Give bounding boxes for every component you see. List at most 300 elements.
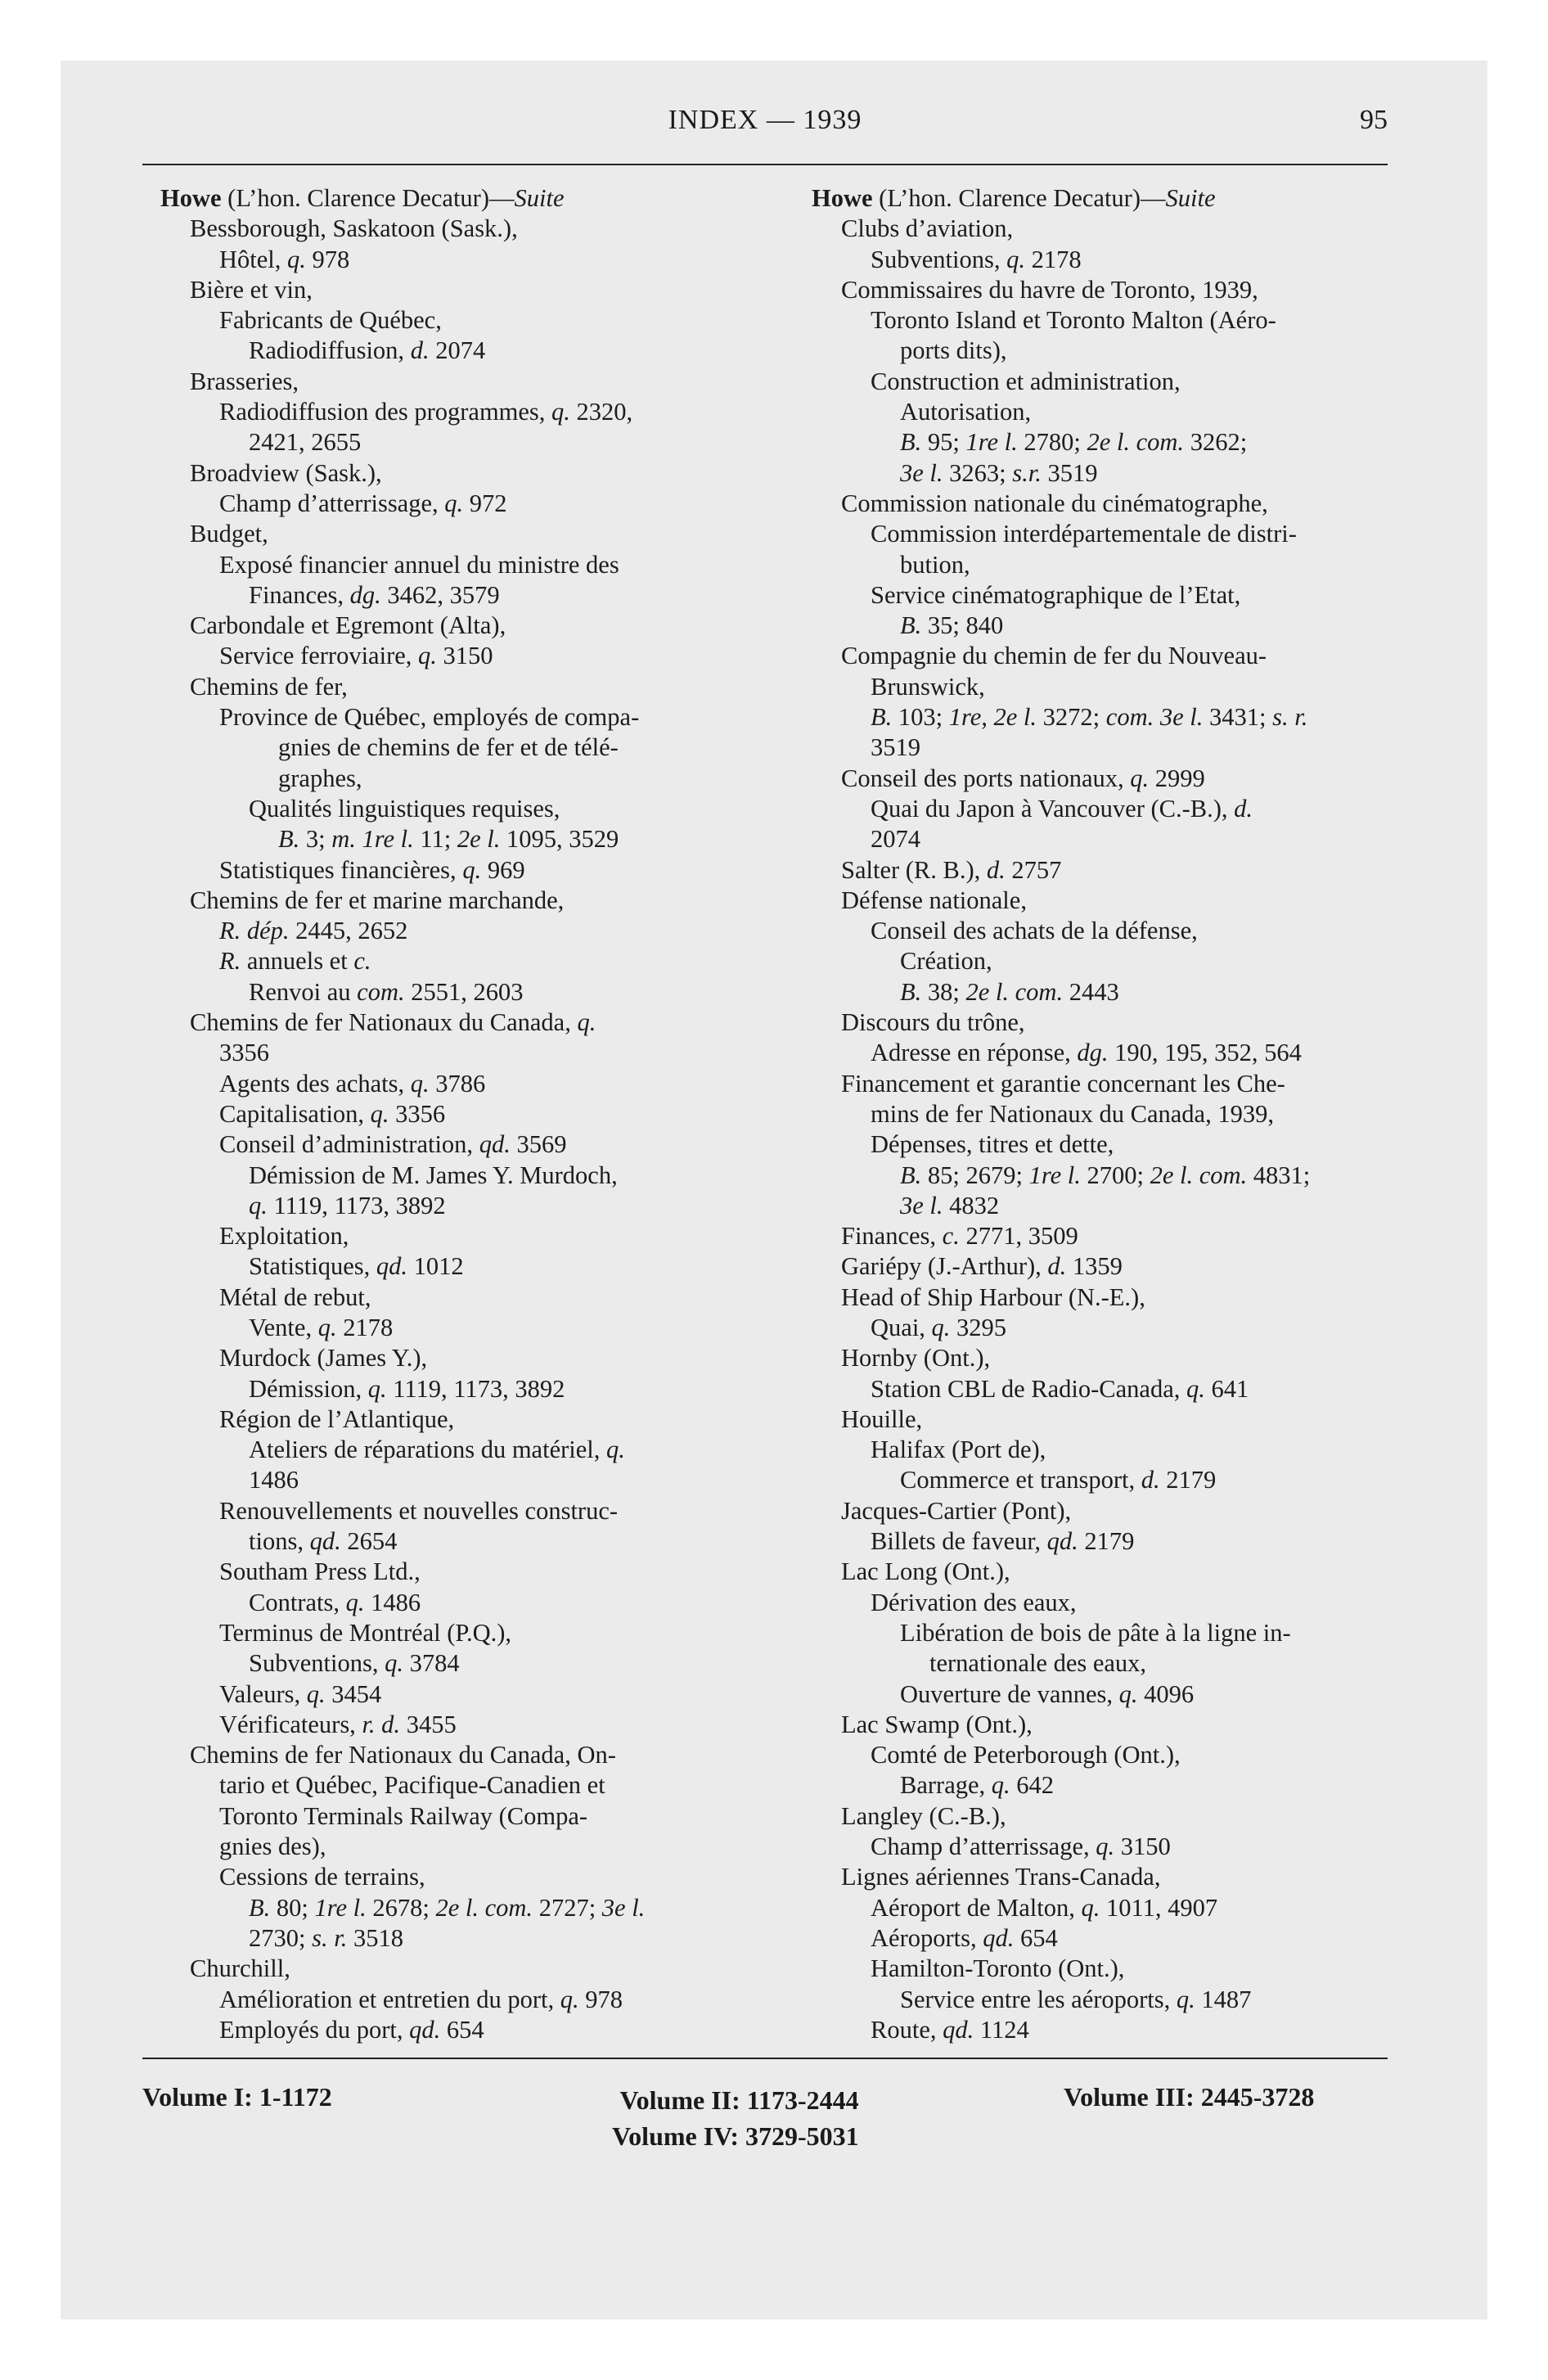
index-abbrev-text: q. xyxy=(345,1588,365,1616)
index-text: 4832 xyxy=(943,1191,1000,1219)
index-text: Broadview (Sask.), xyxy=(190,458,382,487)
index-line xyxy=(812,1770,1404,1801)
index-abbrev-text: 1re l. xyxy=(965,428,1018,457)
index-text: 2654 xyxy=(340,1527,398,1556)
index-text: mins de fer Nationaux du Canada, 1939, xyxy=(871,1099,1274,1128)
index-text: 2179 xyxy=(1159,1466,1217,1494)
index-abbrev-text: s. r. xyxy=(1272,703,1308,732)
index-text: Conseil des ports nationaux, xyxy=(841,764,1131,792)
index-text: Jacques-Cartier (Pont), xyxy=(841,1496,1072,1525)
index-text: Autorisation, xyxy=(900,398,1032,426)
index-line xyxy=(812,1161,1404,1191)
index-text: 35; 840 xyxy=(921,611,1004,640)
index-line xyxy=(812,1099,1404,1129)
index-text: Ateliers de réparations du matériel, xyxy=(249,1436,606,1464)
index-text: Southam Press Ltd., xyxy=(219,1557,421,1586)
index-abbrev-text: 1re, 2e l. xyxy=(948,703,1037,732)
index-abbrev-text: 3e l. xyxy=(601,1893,646,1922)
index-abbrev-text: Suite xyxy=(1165,184,1216,212)
index-line xyxy=(160,1191,766,1221)
index-text: Statistiques, xyxy=(249,1252,376,1281)
index-abbrev-text: q. xyxy=(1130,764,1150,792)
index-line xyxy=(160,1435,766,1465)
index-line xyxy=(160,550,766,580)
index-text: Dépenses, titres et dette, xyxy=(871,1130,1114,1159)
index-abbrev-text: s. r. xyxy=(312,1923,348,1952)
index-line xyxy=(812,1496,1404,1526)
index-line xyxy=(160,1954,766,1984)
index-line xyxy=(812,1129,1404,1160)
index-text: 4096 xyxy=(1137,1679,1195,1708)
index-text: Province de Québec, employés de compa- xyxy=(219,703,640,732)
index-line xyxy=(812,1374,1404,1404)
index-text: 4831; xyxy=(1247,1161,1311,1189)
index-abbrev-text: q. xyxy=(410,1069,430,1098)
index-line xyxy=(812,1954,1404,1984)
index-abbrev-text: qd. xyxy=(479,1130,511,1159)
index-text: Contrats, xyxy=(249,1588,346,1616)
index-text: Discours du trône, xyxy=(841,1008,1025,1037)
footer-rule xyxy=(142,2058,1388,2059)
index-abbrev-text: qd. xyxy=(943,2015,974,2044)
index-text: Champ d’atterrissage, xyxy=(219,489,445,517)
index-line xyxy=(812,1557,1404,1587)
index-line xyxy=(812,1526,1404,1557)
index-text: Route, xyxy=(871,2015,943,2044)
index-text: ternationale des eaux, xyxy=(929,1649,1147,1678)
index-line xyxy=(812,305,1404,336)
index-text: 3262; xyxy=(1184,428,1248,457)
index-text: Agents des achats, xyxy=(219,1069,411,1098)
index-abbrev-text: d. xyxy=(1234,794,1253,823)
index-text: Cessions de terrains, xyxy=(219,1863,425,1891)
index-text: 1359 xyxy=(1066,1252,1123,1281)
index-text: Création, xyxy=(900,947,992,976)
index-abbrev-text: q. xyxy=(1118,1679,1138,1708)
index-line xyxy=(812,519,1404,549)
index-text: Lac Long (Ont.), xyxy=(841,1557,1010,1586)
index-text: Commissaires du havre de Toronto, 1939, xyxy=(841,275,1258,304)
index-abbrev-text: q. xyxy=(317,1313,337,1341)
index-text: Lignes aériennes Trans-Canada, xyxy=(841,1863,1161,1891)
index-abbrev-text: com. 3e l. xyxy=(1105,703,1204,732)
index-text: 3569 xyxy=(510,1130,567,1159)
index-text: 11; xyxy=(413,825,457,854)
index-text: 2999 xyxy=(1149,764,1205,792)
index-abbrev-text: q. xyxy=(1081,1893,1100,1922)
index-abbrev-text: Suite xyxy=(514,184,565,212)
index-text: 2678; xyxy=(366,1893,436,1922)
index-line xyxy=(812,458,1404,489)
index-line xyxy=(812,672,1404,702)
index-text: 2445, 2652 xyxy=(289,917,408,945)
index-text: Employés du port, xyxy=(219,2015,410,2044)
index-line xyxy=(160,1221,766,1251)
index-line xyxy=(160,1740,766,1770)
index-line xyxy=(812,1069,1404,1099)
index-text: Chemins de fer et marine marchande, xyxy=(190,886,565,914)
index-text: Exploitation, xyxy=(219,1222,349,1251)
index-text: annuels et xyxy=(241,947,354,976)
index-line xyxy=(812,764,1404,794)
index-text: 3356 xyxy=(219,1039,269,1067)
index-text: 2074 xyxy=(871,825,920,854)
index-line xyxy=(812,1985,1404,2015)
index-text: Barrage, xyxy=(900,1771,992,1800)
index-abbrev-text: q. xyxy=(991,1771,1010,1800)
index-abbrev-text: q. xyxy=(551,398,570,426)
index-line xyxy=(812,1923,1404,1954)
index-abbrev-text: d. xyxy=(1141,1466,1160,1494)
index-column-right xyxy=(812,183,1404,2045)
index-line xyxy=(812,1435,1404,1465)
index-text: 3295 xyxy=(950,1313,1007,1341)
index-line xyxy=(812,1832,1404,1862)
index-line xyxy=(812,1038,1404,1068)
index-line xyxy=(812,1282,1404,1313)
index-text: 190, 195, 352, 564 xyxy=(1108,1039,1302,1067)
index-line xyxy=(812,886,1404,916)
index-text: Conseil d’administration, xyxy=(219,1130,479,1159)
index-text: Vente, xyxy=(249,1313,318,1341)
index-abbrev-text: q. xyxy=(370,1099,389,1128)
index-abbrev-text: dg. xyxy=(1077,1039,1109,1067)
index-text: Halifax (Port de), xyxy=(871,1436,1046,1464)
index-line xyxy=(160,336,766,366)
index-text: 978 xyxy=(305,245,350,273)
index-line xyxy=(812,641,1404,671)
index-text: Service cinématographique de l’Etat, xyxy=(871,580,1241,609)
index-text: Terminus de Montréal (P.Q.), xyxy=(219,1618,512,1647)
index-abbrev-text: q. xyxy=(367,1374,387,1403)
index-text: 3784 xyxy=(403,1649,460,1678)
index-text: Renvoi au xyxy=(249,977,358,1006)
index-line xyxy=(160,183,766,214)
index-abbrev-text: d. xyxy=(986,855,1006,884)
index-text: 1486 xyxy=(364,1588,421,1616)
index-text: Commission interdépartementale de distri- xyxy=(871,520,1297,548)
index-line xyxy=(160,2015,766,2045)
index-text: Clubs d’aviation, xyxy=(841,214,1014,243)
index-abbrev-text: 2e l. com. xyxy=(435,1893,533,1922)
index-abbrev-text: 2e l. com. xyxy=(965,977,1064,1006)
index-line xyxy=(160,489,766,519)
index-line xyxy=(160,367,766,397)
index-text: 2443 xyxy=(1063,977,1119,1006)
index-text: 2700; xyxy=(1080,1161,1150,1189)
index-text: 3150 xyxy=(436,642,493,670)
index-text: Financement et garantie concernant les Che- xyxy=(841,1069,1285,1098)
index-text: gnies des), xyxy=(219,1832,326,1861)
index-text: Métal de rebut, xyxy=(219,1282,371,1311)
index-abbrev-text: q. xyxy=(560,1985,579,2013)
index-abbrev-text: q. xyxy=(577,1008,596,1037)
index-text: 2730; xyxy=(249,1923,313,1952)
index-line xyxy=(160,1038,766,1068)
index-line xyxy=(160,1069,766,1099)
index-text: Radiodiffusion des programmes, xyxy=(219,398,552,426)
index-abbrev-text: B. xyxy=(900,428,922,457)
index-abbrev-text: qd. xyxy=(1046,1527,1078,1556)
index-text: 972 xyxy=(463,489,507,517)
index-text: Hornby (Ont.), xyxy=(841,1344,991,1373)
index-text: 2421, 2655 xyxy=(249,428,362,457)
index-line xyxy=(812,732,1404,763)
index-text: Murdock (James Y.), xyxy=(219,1344,428,1373)
index-text: 2757 xyxy=(1005,855,1062,884)
index-line xyxy=(160,855,766,886)
index-line xyxy=(160,245,766,275)
index-text: Aéroport de Malton, xyxy=(871,1893,1082,1922)
index-text: tions, xyxy=(249,1527,310,1556)
index-line xyxy=(812,1191,1404,1221)
header-rule xyxy=(142,164,1388,165)
index-abbrev-text: c. xyxy=(942,1222,960,1251)
index-line xyxy=(812,1618,1404,1648)
index-line xyxy=(812,214,1404,244)
index-text: Chemins de fer, xyxy=(190,672,348,701)
index-text: Toronto Island et Toronto Malton (Aéro- xyxy=(871,306,1276,335)
index-abbrev-text: qd. xyxy=(409,2015,441,2044)
index-line xyxy=(160,641,766,671)
volume-2-4-ranges xyxy=(612,2082,859,2154)
index-line xyxy=(812,1679,1404,1710)
index-text: Champ d’atterrissage, xyxy=(871,1832,1096,1861)
index-text: Qualités linguistiques requises, xyxy=(249,794,560,823)
index-text: Bière et vin, xyxy=(190,275,313,304)
index-text: 3431; xyxy=(1203,703,1273,732)
index-abbrev-text: q. xyxy=(1186,1374,1205,1403)
index-text: 80; xyxy=(270,1893,315,1922)
index-text: Gariépy (J.-Arthur), xyxy=(841,1252,1048,1281)
index-line xyxy=(160,519,766,549)
index-line xyxy=(160,794,766,824)
index-abbrev-text: q. xyxy=(306,1679,326,1708)
index-line xyxy=(160,764,766,794)
index-line xyxy=(160,1526,766,1557)
index-text: Subventions, xyxy=(871,245,1007,273)
index-text: 3; xyxy=(299,825,332,854)
index-abbrev-text: q. xyxy=(462,855,482,884)
index-text: 3518 xyxy=(347,1923,403,1952)
index-text: 3356 xyxy=(389,1099,446,1128)
index-text: Finances, xyxy=(841,1222,943,1251)
index-text: 2178 xyxy=(336,1313,394,1341)
index-text: Quai du Japon à Vancouver (C.-B.), xyxy=(871,794,1235,823)
index-line xyxy=(812,702,1404,732)
volume-4-range: Volume IV: 3729-5031 xyxy=(612,2121,859,2151)
index-text: 3519 xyxy=(1041,458,1098,487)
index-abbrev-text: B. xyxy=(900,611,922,640)
index-text: 1124 xyxy=(974,2015,1029,2044)
index-text: Démission, xyxy=(249,1374,368,1403)
index-line xyxy=(812,1710,1404,1740)
index-line xyxy=(160,1557,766,1587)
index-abbrev-text: B. xyxy=(900,1161,922,1189)
index-abbrev-text: com. xyxy=(357,977,405,1006)
index-abbrev-text: q. xyxy=(931,1313,951,1341)
index-text: Région de l’Atlantique, xyxy=(219,1404,455,1433)
index-text: Langley (C.-B.), xyxy=(841,1801,1006,1830)
index-line xyxy=(160,1985,766,2015)
index-line xyxy=(160,824,766,854)
index-text: 3462, 3579 xyxy=(380,580,500,609)
index-text: Fabricants de Québec, xyxy=(219,306,442,335)
index-line xyxy=(160,886,766,916)
index-line xyxy=(160,702,766,732)
index-text: 103; xyxy=(892,703,949,732)
index-line xyxy=(812,489,1404,519)
index-abbrev-text: qd. xyxy=(983,1923,1015,1952)
index-abbrev-text: q. xyxy=(1176,1985,1195,2013)
index-text: 2780; xyxy=(1017,428,1087,457)
index-text: Hamilton-Toronto (Ont.), xyxy=(871,1954,1125,1983)
index-line xyxy=(812,275,1404,305)
index-text: Houille, xyxy=(841,1404,923,1433)
index-text: Brunswick, xyxy=(871,672,985,701)
index-text: Carbondale et Egremont (Alta), xyxy=(190,611,506,640)
index-line xyxy=(160,1251,766,1282)
index-line xyxy=(160,427,766,458)
index-text: Head of Ship Harbour (N.-E.), xyxy=(841,1282,1145,1311)
index-line xyxy=(160,1618,766,1648)
index-line xyxy=(812,1465,1404,1495)
volume-2-range: Volume II: 1173-2444 xyxy=(619,2085,859,2115)
volume-1-range: Volume I: 1-1172 xyxy=(142,2082,332,2112)
index-abbrev-text: qd. xyxy=(376,1252,408,1281)
index-abbrev-text: q. xyxy=(1006,245,1025,273)
index-text: Statistiques financières, xyxy=(219,855,463,884)
index-line xyxy=(160,1710,766,1740)
index-text: Service ferroviaire, xyxy=(219,642,419,670)
index-abbrev-text: q. xyxy=(385,1649,403,1678)
index-abbrev-text: c. xyxy=(353,947,371,976)
index-line xyxy=(160,732,766,763)
running-title: INDEX — 1939 xyxy=(668,105,862,135)
index-abbrev-text: 2e l. xyxy=(457,825,501,854)
index-text: 1119, 1173, 3892 xyxy=(267,1191,446,1219)
index-line xyxy=(812,794,1404,824)
index-text: 2551, 2603 xyxy=(404,977,524,1006)
index-line xyxy=(160,1374,766,1404)
index-abbrev-text: qd. xyxy=(309,1527,341,1556)
index-text: 978 xyxy=(578,1985,623,2013)
index-text: Amélioration et entretien du port, xyxy=(219,1985,560,2013)
index-line xyxy=(160,305,766,336)
index-text: Toronto Terminals Railway (Compa- xyxy=(219,1801,588,1830)
index-text: 3786 xyxy=(429,1069,486,1098)
index-abbrev-text: B. xyxy=(871,703,893,732)
index-line xyxy=(160,1282,766,1313)
index-line xyxy=(812,946,1404,976)
index-text: Dérivation des eaux, xyxy=(871,1588,1077,1616)
index-abbrev-text: d. xyxy=(410,336,430,365)
index-text: Libération de bois de pâte à la ligne in- xyxy=(900,1618,1291,1647)
index-text: Exposé financier annuel du ministre des xyxy=(219,550,619,579)
index-line xyxy=(812,1343,1404,1373)
index-line xyxy=(160,214,766,244)
index-line xyxy=(812,1251,1404,1282)
index-text: 2320, xyxy=(569,398,633,426)
index-text: Chemins de fer Nationaux du Canada, On- xyxy=(190,1741,616,1769)
index-line xyxy=(160,1007,766,1038)
index-text: 1011, 4907 xyxy=(1100,1893,1218,1922)
index-text: 1012 xyxy=(407,1252,464,1281)
index-text: 95; xyxy=(921,428,966,457)
index-line xyxy=(812,427,1404,458)
index-text: 3263; xyxy=(943,458,1013,487)
index-abbrev-text: q. xyxy=(249,1191,268,1219)
index-abbrev-text: B. xyxy=(278,825,300,854)
index-text: Billets de faveur, xyxy=(871,1527,1047,1556)
index-line xyxy=(812,245,1404,275)
index-text: 654 xyxy=(440,2015,484,2044)
index-text: 3455 xyxy=(400,1710,457,1738)
index-abbrev-text: 1re l. xyxy=(1028,1161,1081,1189)
index-abbrev-text: q. xyxy=(287,245,306,273)
index-abbrev-text: d. xyxy=(1047,1252,1067,1281)
index-text: Quai, xyxy=(871,1313,932,1341)
index-text: Salter (R. B.), xyxy=(841,855,987,884)
index-line xyxy=(160,1465,766,1495)
index-line xyxy=(812,1007,1404,1038)
index-text: graphes, xyxy=(278,764,362,792)
index-text: Comté de Peterborough (Ont.), xyxy=(871,1741,1181,1769)
index-line xyxy=(812,855,1404,886)
index-text: Compagnie du chemin de fer du Nouveau- xyxy=(841,642,1267,670)
index-text: 1487 xyxy=(1195,1985,1252,2013)
index-line xyxy=(160,1893,766,1923)
index-line xyxy=(812,977,1404,1007)
index-text: 2178 xyxy=(1024,245,1082,273)
index-text: Démission de M. James Y. Murdoch, xyxy=(249,1161,618,1189)
page-number: 95 xyxy=(1360,105,1388,135)
index-line xyxy=(160,672,766,702)
index-text: Budget, xyxy=(190,520,268,548)
index-text: Commission nationale du cinématographe, xyxy=(841,489,1268,517)
index-abbrev-text: 1re l. xyxy=(314,1893,367,1922)
index-line xyxy=(160,458,766,489)
index-abbrev-text: R. xyxy=(219,947,241,976)
index-line xyxy=(812,824,1404,854)
index-text: 2727; xyxy=(533,1893,602,1922)
index-text: Aéroports, xyxy=(871,1923,983,1952)
index-line xyxy=(812,2015,1404,2045)
index-line xyxy=(160,275,766,305)
index-line xyxy=(160,1313,766,1343)
index-text: 1119, 1173, 3892 xyxy=(386,1374,565,1403)
index-line xyxy=(812,1740,1404,1770)
index-text: Capitalisation, xyxy=(219,1099,371,1128)
index-abbrev-text: 2e l. com. xyxy=(1087,428,1185,457)
index-text: Adresse en réponse, xyxy=(871,1039,1078,1067)
index-text: Conseil des achats de la défense, xyxy=(871,917,1198,945)
index-text: bution, xyxy=(900,550,970,579)
index-line xyxy=(160,1923,766,1954)
index-text: Valeurs, xyxy=(219,1679,307,1708)
index-line xyxy=(812,1862,1404,1892)
index-text: tario et Québec, Pacifique-Canadien et xyxy=(219,1771,605,1800)
index-text: gnies de chemins de fer et de télé- xyxy=(278,733,619,762)
index-line xyxy=(160,1099,766,1129)
index-line xyxy=(160,1343,766,1373)
index-line xyxy=(160,1648,766,1679)
index-line xyxy=(160,1801,766,1832)
index-line xyxy=(812,1893,1404,1923)
index-text: Vérificateurs, xyxy=(219,1710,362,1738)
index-text: 641 xyxy=(1204,1374,1249,1403)
index-text: Radiodiffusion, xyxy=(249,336,411,365)
